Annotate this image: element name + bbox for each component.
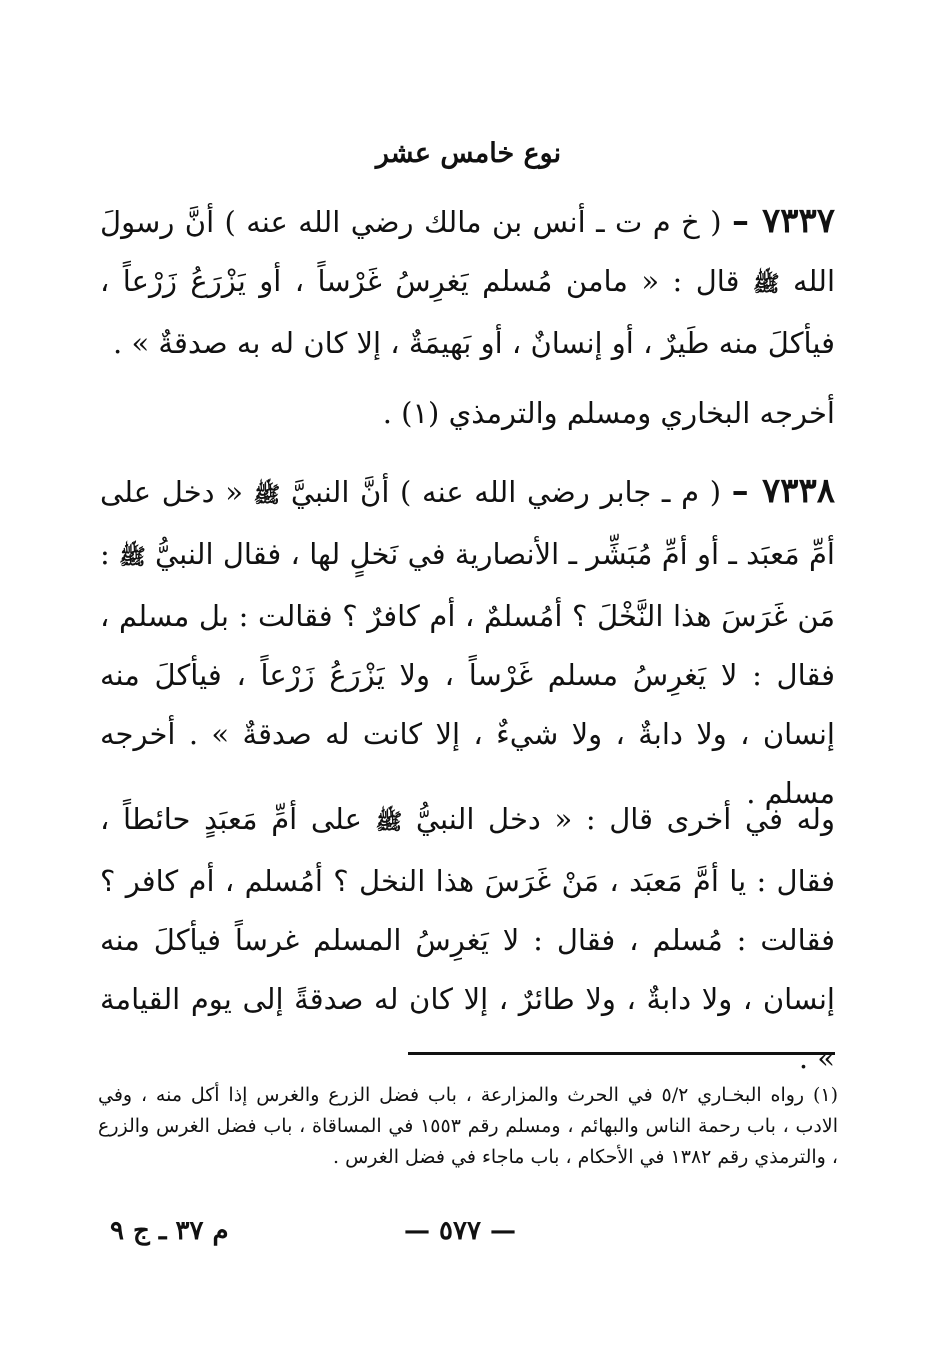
narration-text-part2: على أمِّ مَعبَدٍ حائطاً ، فقال : يا أمَّ مَعبَد ، مَنْ غَرَسَ هذا النخل ؟ أمُسلم ، أم كافر ؟ فقالت : مُسلم ، فقال : لا يَغرِسُ المسلم غرساً فيأكلَ منه إنسان ، ولا دابةٌ ، ولا طائرٌ ، إلا كان له صدقةً إلى يوم القيامة » . — [100, 802, 835, 1075]
section-title: نوع خامس عشر — [375, 138, 562, 169]
hadith-intro: ( خ م ت ـ أنس بن مالك رضي الله عنه ) أنَّ رسولَ الله — [100, 205, 836, 298]
footnote-1: (١) رواه البخـاري ٥/٢ في الحرث والمزارعة ، باب فضل الزرع والغرس إذا أكل منه ، وفي الادب ، باب رحمة الناس والبهائم ، ومسلم رقم ١٥٥٣ في المساقاة ، باب فضل الغرس والزرع ، والترمذي رقم ١٣٨٢ في الأحكام ، باب ماجاء في فضل الغرس . — [98, 1084, 838, 1168]
salutation-mark: ﷺ — [752, 271, 780, 297]
hadith-text: قال : « مامن مُسلم يَغرِسُ غَرْساً ، أو يَزْرَعُ زَرْعاً ، فيأكلَ منه طَيرٌ ، أو إنسانٌ ، أو بَهيمَةٌ ، إلا كان له به صدقةٌ » . — [100, 264, 835, 360]
salutation-mark: ﷺ — [119, 544, 146, 570]
narration-text-part1: وله في أخرى قال : « دخل النبيُّ — [415, 802, 836, 836]
other-narration — [100, 790, 835, 1088]
takhrij-text: أخرجه البخاري ومسلم والترمذي (١) . — [382, 396, 835, 430]
printer-signature: م ٣٧ ـ ج ٩ — [110, 1216, 229, 1246]
hadith-text-part1: « دخل على أمِّ مَعبَد ـ أو أمِّ مُبَشِّر ـ الأنصارية في نَخلٍ لها ، فقال النبيُّ — [100, 475, 835, 571]
hadith-7337 — [100, 192, 835, 373]
hadith-text-part2: : مَن غَرَسَ هذا النَّخْلَ ؟ أمُسلمٌ ، أم كافرٌ ؟ فقالت : بل مسلم ، فقال : لا يَغرِسُ مسلم غَرْساً ، ولا يَزْرَعُ زَرْعاً ، فيأكلَ منه إنسان ، ولا دابةٌ ، ولا شيءٌ ، إلا كانت له صدقةٌ » . أخرجه مسلم . — [100, 537, 835, 810]
page-number: — ٥٧٧ — — [403, 1216, 517, 1246]
salutation-mark: ﷺ — [253, 482, 281, 508]
footnotes — [98, 1080, 838, 1173]
hadith-intro: ( م ـ جابر رضي الله عنه ) أنَّ النبيَّ — [290, 475, 722, 509]
hadith-number: ٧٣٣٧ – — [731, 201, 836, 241]
hadith-7338 — [100, 462, 835, 823]
salutation-mark: ﷺ — [375, 809, 403, 835]
takhrij-7337 — [100, 384, 835, 443]
footnote-divider — [408, 1052, 835, 1055]
hadith-number: ٧٣٣٨ – — [731, 471, 835, 511]
